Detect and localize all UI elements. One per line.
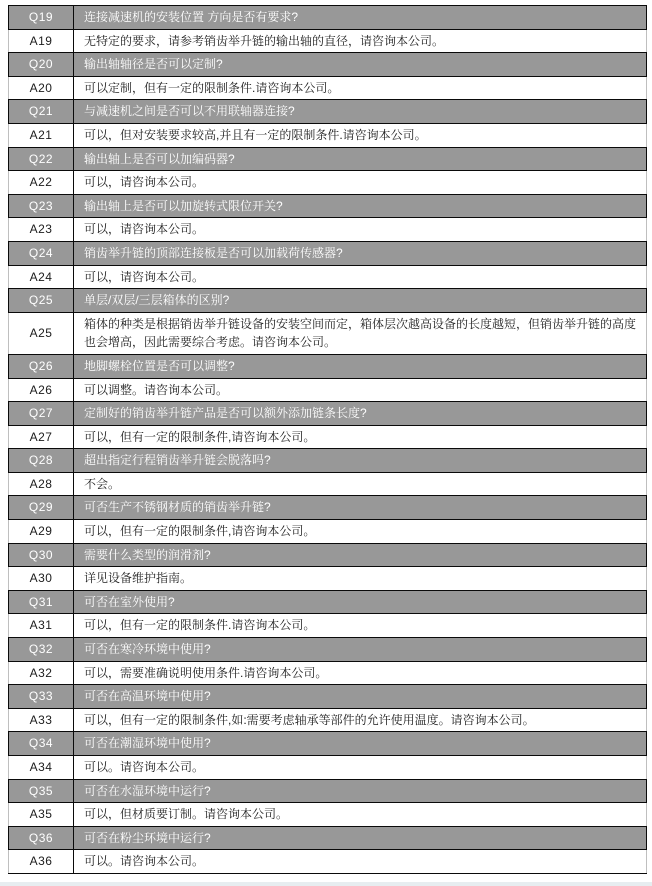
table-row-a19 xyxy=(9,29,647,53)
qa-id-label: Q26 xyxy=(9,354,74,378)
qa-text: 可否在高温环境中使用? xyxy=(74,685,647,709)
qa-id-label: Q19 xyxy=(9,6,74,30)
qa-text: 可否生产不锈钢材质的销齿举升链? xyxy=(74,496,647,520)
table-row-q34 xyxy=(9,732,647,756)
table-row-q29 xyxy=(9,496,647,520)
table-row-a31 xyxy=(9,614,647,638)
table-row-q26 xyxy=(9,354,647,378)
table-row-a30 xyxy=(9,567,647,591)
qa-text: 箱体的种类是根据销齿举升链设备的安装空间而定，箱体层次越高设备的长度越短，但销齿举升链的高度也会增高，因此需要综合考虑。请咨询本公司。 xyxy=(74,312,647,354)
qa-text: 可以，请咨询本公司。 xyxy=(74,265,647,289)
qa-id-label: A35 xyxy=(9,803,74,827)
qa-id-label: Q30 xyxy=(9,543,74,567)
qa-id-label: Q21 xyxy=(9,100,74,124)
qa-id-label: A21 xyxy=(9,123,74,147)
qa-text: 销齿举升链的顶部连接板是否可以加载荷传感器? xyxy=(74,241,647,265)
qa-id-label: Q35 xyxy=(9,779,74,803)
qa-text: 详见设备维护指南。 xyxy=(74,567,647,591)
qa-text: 连接减速机的安装位置 方向是否有要求? xyxy=(74,6,647,30)
qa-id-label: Q20 xyxy=(9,53,74,77)
qa-id-label: A24 xyxy=(9,265,74,289)
qa-id-label: A31 xyxy=(9,614,74,638)
table-row-q30 xyxy=(9,543,647,567)
qa-text: 与减速机之间是否可以不用联轴器连接? xyxy=(74,100,647,124)
qa-id-label: A33 xyxy=(9,708,74,732)
qa-id-label: A27 xyxy=(9,425,74,449)
table-row-a35 xyxy=(9,803,647,827)
qa-text: 超出指定行程销齿举升链会脱落吗? xyxy=(74,449,647,473)
table-row-a20 xyxy=(9,76,647,100)
table-row-q20 xyxy=(9,53,647,77)
qa-text: 可否在粉尘环境中运行? xyxy=(74,826,647,850)
table-row-a36 xyxy=(9,850,647,874)
faq-rows xyxy=(9,6,647,874)
qa-id-label: Q32 xyxy=(9,638,74,662)
table-row-q33 xyxy=(9,685,647,709)
table-row-q32 xyxy=(9,638,647,662)
qa-id-label: Q29 xyxy=(9,496,74,520)
qa-text: 可以，需要准确说明使用条件.请咨询本公司。 xyxy=(74,661,647,685)
table-row-q19 xyxy=(9,6,647,30)
qa-text: 输出轴轴径是否可以定制? xyxy=(74,53,647,77)
table-row-q36 xyxy=(9,826,647,850)
table-row-a24 xyxy=(9,265,647,289)
qa-id-label: Q23 xyxy=(9,194,74,218)
table-row-a32 xyxy=(9,661,647,685)
table-row-a28 xyxy=(9,472,647,496)
table-row-q31 xyxy=(9,590,647,614)
qa-text: 可否在水湿环境中运行? xyxy=(74,779,647,803)
table-row-a23 xyxy=(9,218,647,242)
qa-text: 无特定的要求，请参考销齿举升链的输出轴的直径，请咨询本公司。 xyxy=(74,29,647,53)
qa-text: 可否在潮湿环境中使用? xyxy=(74,732,647,756)
faq-table xyxy=(8,5,647,874)
qa-id-label: A19 xyxy=(9,29,74,53)
qa-id-label: A22 xyxy=(9,171,74,195)
qa-id-label: Q36 xyxy=(9,826,74,850)
qa-text: 可以，请咨询本公司。 xyxy=(74,218,647,242)
qa-text: 定制好的销齿举升链产品是否可以额外添加链条长度? xyxy=(74,402,647,426)
qa-text: 可否在寒冷环境中使用? xyxy=(74,638,647,662)
qa-id-label: A23 xyxy=(9,218,74,242)
qa-text: 不会。 xyxy=(74,472,647,496)
table-row-q21 xyxy=(9,100,647,124)
qa-text: 可以，但材质要订制。请咨询本公司。 xyxy=(74,803,647,827)
qa-id-label: A34 xyxy=(9,756,74,780)
qa-text: 地脚螺栓位置是否可以调整? xyxy=(74,354,647,378)
qa-id-label: A26 xyxy=(9,378,74,402)
table-row-q23 xyxy=(9,194,647,218)
table-row-q35 xyxy=(9,779,647,803)
qa-id-label: A29 xyxy=(9,520,74,544)
table-row-a21 xyxy=(9,123,647,147)
qa-text: 可以，但有一定的限制条件,如:需要考虑轴承等部件的允许使用温度。请咨询本公司。 xyxy=(74,708,647,732)
qa-id-label: A28 xyxy=(9,472,74,496)
page-bottom-edge-strip xyxy=(0,882,652,886)
qa-id-label: A32 xyxy=(9,661,74,685)
qa-text: 可以。请咨询本公司。 xyxy=(74,850,647,874)
qa-id-label: Q34 xyxy=(9,732,74,756)
table-row-a33 xyxy=(9,708,647,732)
table-row-a22 xyxy=(9,171,647,195)
table-row-a27 xyxy=(9,425,647,449)
qa-id-label: A36 xyxy=(9,850,74,874)
table-row-a34 xyxy=(9,756,647,780)
qa-text: 需要什么类型的润滑剂? xyxy=(74,543,647,567)
qa-text: 可以。请咨询本公司。 xyxy=(74,756,647,780)
qa-text: 可以，但对安装要求较高,并且有一定的限制条件.请咨询本公司。 xyxy=(74,123,647,147)
qa-text: 可以，请咨询本公司。 xyxy=(74,171,647,195)
table-row-a29 xyxy=(9,520,647,544)
qa-text: 输出轴上是否可以加编码器? xyxy=(74,147,647,171)
table-row-a26 xyxy=(9,378,647,402)
qa-text: 可以调整。请咨询本公司。 xyxy=(74,378,647,402)
table-row-q22 xyxy=(9,147,647,171)
table-row-q28 xyxy=(9,449,647,473)
table-row-q25 xyxy=(9,289,647,313)
qa-text: 可以，但有一定的限制条件,请咨询本公司。 xyxy=(74,425,647,449)
qa-text: 单层/双层/三层箱体的区别? xyxy=(74,289,647,313)
qa-id-label: Q33 xyxy=(9,685,74,709)
qa-id-label: A20 xyxy=(9,76,74,100)
qa-id-label: Q31 xyxy=(9,590,74,614)
qa-id-label: Q24 xyxy=(9,241,74,265)
qa-id-label: A30 xyxy=(9,567,74,591)
qa-id-label: Q22 xyxy=(9,147,74,171)
qa-text: 可以，但有一定的限制条件.请咨询本公司。 xyxy=(74,614,647,638)
qa-id-label: Q28 xyxy=(9,449,74,473)
table-row-q27 xyxy=(9,402,647,426)
qa-text: 可以，但有一定的限制条件,请咨询本公司。 xyxy=(74,520,647,544)
qa-text: 输出轴上是否可以加旋转式限位开关? xyxy=(74,194,647,218)
table-row-q24 xyxy=(9,241,647,265)
qa-text: 可以定制，但有一定的限制条件.请咨询本公司。 xyxy=(74,76,647,100)
qa-id-label: Q27 xyxy=(9,402,74,426)
qa-id-label: A25 xyxy=(9,312,74,354)
qa-text: 可否在室外使用? xyxy=(74,590,647,614)
qa-id-label: Q25 xyxy=(9,289,74,313)
table-row-a25 xyxy=(9,312,647,354)
